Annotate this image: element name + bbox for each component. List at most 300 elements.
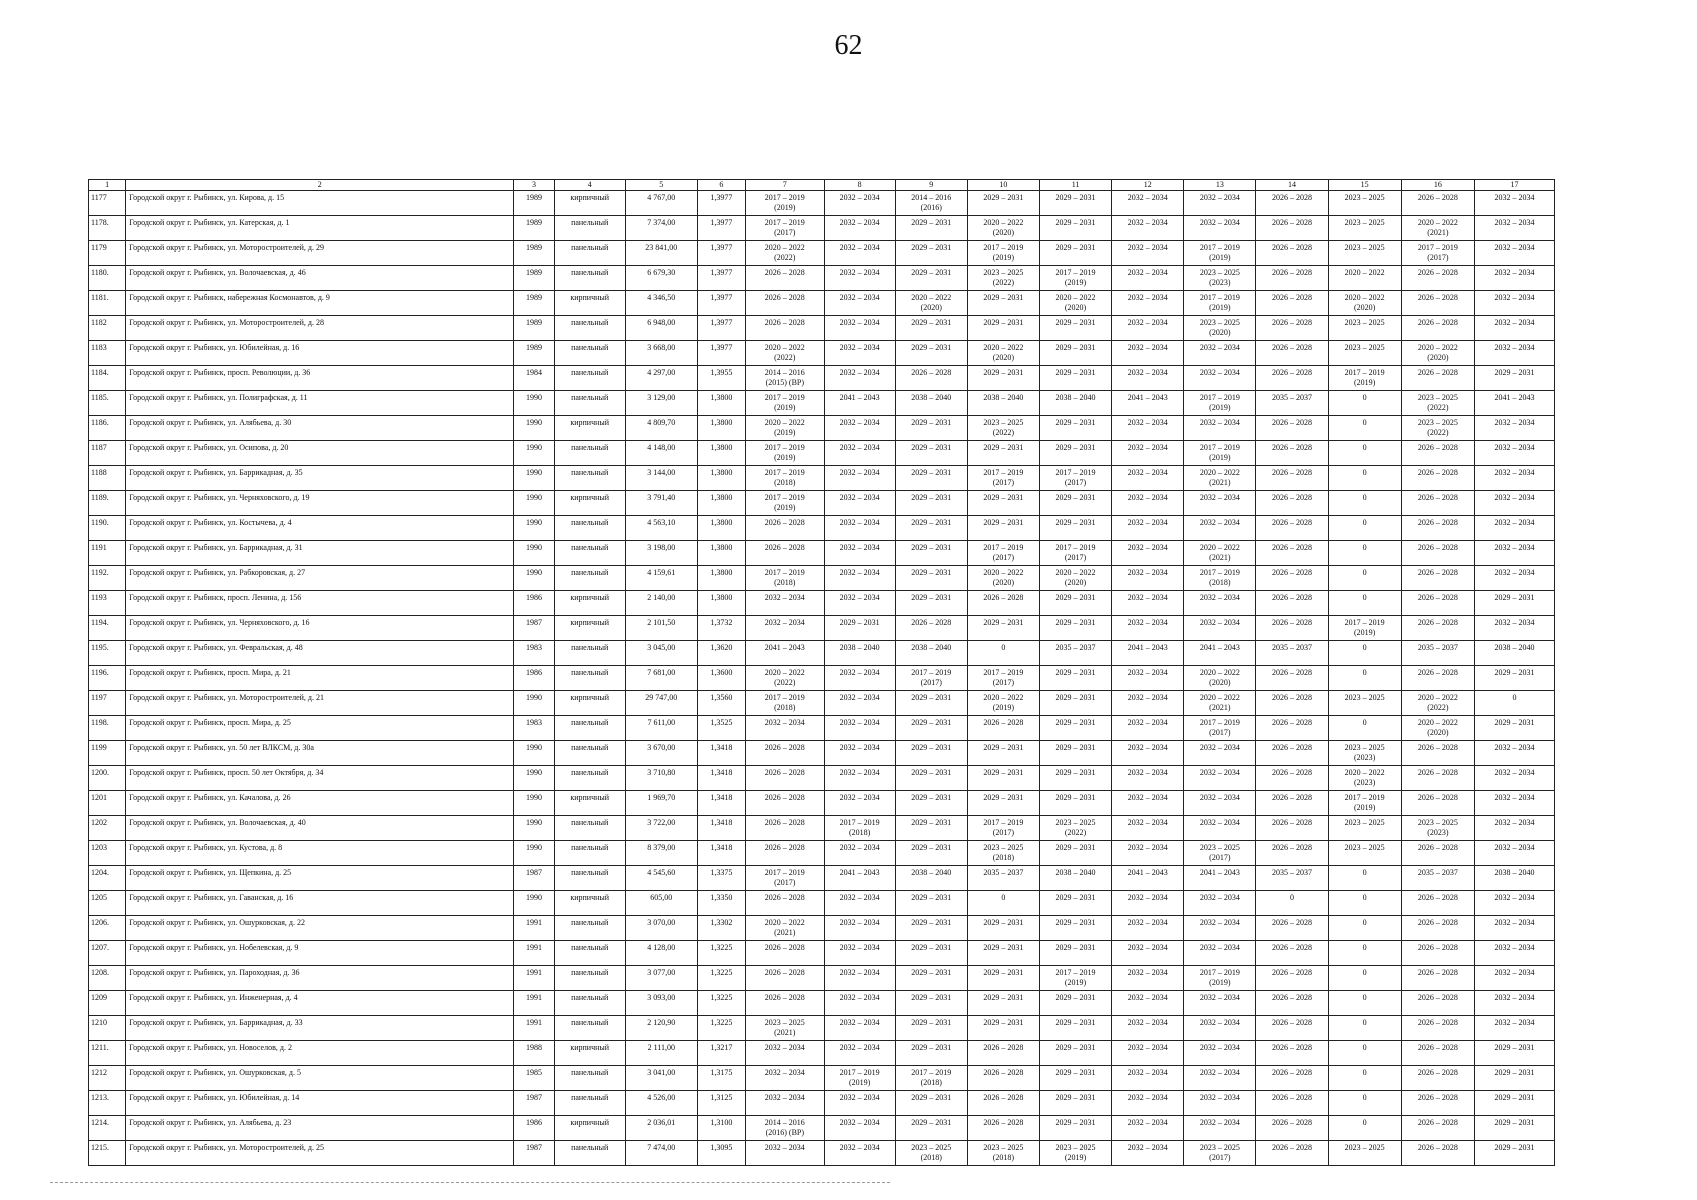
table-cell-col-16: 2026 – 2028 [1401,291,1474,316]
table-cell-col-17: 2029 – 2031 [1475,666,1555,691]
table-cell-col-10: 2029 – 2031 [967,741,1039,766]
table-cell-col-16: 2020 – 2022 (2022) [1401,691,1474,716]
table-cell-col-5: 4 563,10 [625,516,697,541]
table-cell-col-3: 1990 [514,766,554,791]
table-cell-col-9: 2029 – 2031 [895,266,967,291]
table-cell-col-2: Городской округ г. Рыбинск, ул. Волочаевская, д. 40 [126,816,514,841]
table-cell-col-1: 1214. [89,1116,126,1141]
table-cell-col-11: 2029 – 2031 [1039,1066,1111,1091]
table-cell-col-10: 2026 – 2028 [967,1041,1039,1066]
table-cell-col-17: 2032 – 2034 [1475,291,1555,316]
table-cell-col-13: 2032 – 2034 [1184,1091,1256,1116]
table-cell-col-11: 2029 – 2031 [1039,1091,1111,1116]
table-cell-col-10: 2035 – 2037 [967,866,1039,891]
table-cell-col-13: 2020 – 2022 (2021) [1184,691,1256,716]
table-cell-col-15: 0 [1328,416,1401,441]
table-cell-col-15: 2023 – 2025 [1328,241,1401,266]
table-cell-col-12: 2032 – 2034 [1112,516,1184,541]
table-cell-col-11: 2029 – 2031 [1039,441,1111,466]
table-cell-col-10: 2029 – 2031 [967,991,1039,1016]
table-cell-col-3: 1991 [514,1016,554,1041]
table-cell-col-9: 2038 – 2040 [895,391,967,416]
table-cell-col-6: 1,3100 [697,1116,745,1141]
table-cell-col-12: 2032 – 2034 [1112,766,1184,791]
table-cell-col-10: 2029 – 2031 [967,366,1039,391]
table-body [89,191,1555,1166]
table-cell-col-15: 2023 – 2025 [1328,1141,1401,1166]
table-cell-col-4: панельный [554,966,625,991]
table-cell-col-4: панельный [554,916,625,941]
table-cell-col-15: 0 [1328,516,1401,541]
column-header-5: 5 [625,180,697,191]
table-cell-col-2: Городской округ г. Рыбинск, просп. Мира, д. 25 [126,716,514,741]
table-cell-col-8: 2041 – 2043 [824,391,895,416]
table-cell-col-7: 2026 – 2028 [745,266,824,291]
table-cell-col-1: 1187 [89,441,126,466]
table-cell-col-3: 1986 [514,591,554,616]
table-cell-col-17: 2029 – 2031 [1475,366,1555,391]
table-cell-col-16: 2035 – 2037 [1401,866,1474,891]
table-cell-col-9: 2029 – 2031 [895,341,967,366]
table-cell-col-7: 2017 – 2019 (2018) [745,466,824,491]
column-header-15: 15 [1328,180,1401,191]
table-cell-col-16: 2026 – 2028 [1401,766,1474,791]
table-cell-col-7: 2026 – 2028 [745,291,824,316]
table-cell-col-3: 1987 [514,1141,554,1166]
table-cell-col-17: 2029 – 2031 [1475,591,1555,616]
table-cell-col-13: 2023 – 2025 (2017) [1184,1141,1256,1166]
table-cell-col-16: 2026 – 2028 [1401,191,1474,216]
table-cell-col-7: 2026 – 2028 [745,891,824,916]
table-cell-col-15: 0 [1328,491,1401,516]
table-cell-col-1: 1199 [89,741,126,766]
table-cell-col-9: 2014 – 2016 (2016) [895,191,967,216]
table-cell-col-7: 2032 – 2034 [745,1091,824,1116]
table-row [89,666,1555,691]
table-cell-col-16: 2026 – 2028 [1401,316,1474,341]
table-cell-col-14: 2026 – 2028 [1256,766,1328,791]
table-cell-col-1: 1213. [89,1091,126,1116]
table-cell-col-17: 2032 – 2034 [1475,191,1555,216]
table-cell-col-16: 2026 – 2028 [1401,1116,1474,1141]
table-cell-col-13: 2032 – 2034 [1184,366,1256,391]
table-cell-col-1: 1182 [89,316,126,341]
table-cell-col-9: 2029 – 2031 [895,241,967,266]
table-cell-col-12: 2032 – 2034 [1112,1041,1184,1066]
table-cell-col-7: 2017 – 2019 (2019) [745,391,824,416]
table-cell-col-13: 2041 – 2043 [1184,641,1256,666]
table-cell-col-5: 1 969,70 [625,791,697,816]
table-cell-col-13: 2032 – 2034 [1184,416,1256,441]
table-cell-col-10: 2029 – 2031 [967,616,1039,641]
table-cell-col-10: 2029 – 2031 [967,191,1039,216]
table-cell-col-7: 2032 – 2034 [745,1041,824,1066]
column-header-6: 6 [697,180,745,191]
table-cell-col-11: 2023 – 2025 (2022) [1039,816,1111,841]
table-cell-col-15: 0 [1328,666,1401,691]
table-cell-col-9: 2029 – 2031 [895,1116,967,1141]
table-cell-col-16: 2023 – 2025 (2022) [1401,391,1474,416]
table-cell-col-17: 2032 – 2034 [1475,816,1555,841]
table-cell-col-7: 2026 – 2028 [745,966,824,991]
table-cell-col-5: 3 791,40 [625,491,697,516]
table-cell-col-10: 2026 – 2028 [967,1116,1039,1141]
table-cell-col-16: 2026 – 2028 [1401,791,1474,816]
table-cell-col-11: 2029 – 2031 [1039,316,1111,341]
table-cell-col-1: 1202 [89,816,126,841]
table-cell-col-5: 2 036,01 [625,1116,697,1141]
table-cell-col-14: 2026 – 2028 [1256,441,1328,466]
column-header-16: 16 [1401,180,1474,191]
table-cell-col-10: 2026 – 2028 [967,1091,1039,1116]
table-cell-col-1: 1177 [89,191,126,216]
table-cell-col-12: 2032 – 2034 [1112,1116,1184,1141]
table-cell-col-15: 0 [1328,866,1401,891]
table-row [89,716,1555,741]
table-cell-col-13: 2023 – 2025 (2020) [1184,316,1256,341]
table-cell-col-11: 2029 – 2031 [1039,216,1111,241]
table-row [89,941,1555,966]
table-cell-col-10: 2038 – 2040 [967,391,1039,416]
table-cell-col-11: 2017 – 2019 (2017) [1039,541,1111,566]
table-cell-col-9: 2029 – 2031 [895,941,967,966]
table-cell-col-14: 2026 – 2028 [1256,1141,1328,1166]
table-cell-col-12: 2032 – 2034 [1112,716,1184,741]
table-cell-col-6: 1,3560 [697,691,745,716]
table-cell-col-6: 1,3977 [697,216,745,241]
table-cell-col-7: 2026 – 2028 [745,541,824,566]
table-cell-col-11: 2029 – 2031 [1039,716,1111,741]
table-row [89,791,1555,816]
table-cell-col-7: 2026 – 2028 [745,941,824,966]
table-cell-col-9: 2020 – 2022 (2020) [895,291,967,316]
table-cell-col-10: 2017 – 2019 (2019) [967,241,1039,266]
table-cell-col-16: 2020 – 2022 (2021) [1401,216,1474,241]
table-cell-col-9: 2029 – 2031 [895,991,967,1016]
table-cell-col-5: 3 077,00 [625,966,697,991]
table-cell-col-15: 2023 – 2025 [1328,216,1401,241]
table-cell-col-7: 2017 – 2019 (2018) [745,566,824,591]
table-cell-col-5: 3 129,00 [625,391,697,416]
table-cell-col-12: 2032 – 2034 [1112,366,1184,391]
table-cell-col-6: 1,3977 [697,341,745,366]
table-cell-col-11: 2017 – 2019 (2017) [1039,466,1111,491]
table-cell-col-14: 0 [1256,891,1328,916]
table-cell-col-14: 2035 – 2037 [1256,866,1328,891]
table-cell-col-3: 1990 [514,741,554,766]
table-cell-col-7: 2017 – 2019 (2019) [745,491,824,516]
table-cell-col-1: 1203 [89,841,126,866]
table-cell-col-8: 2017 – 2019 (2019) [824,1066,895,1091]
table-cell-col-14: 2026 – 2028 [1256,341,1328,366]
table-cell-col-17: 2032 – 2034 [1475,566,1555,591]
table-cell-col-4: кирпичный [554,691,625,716]
table-cell-col-4: панельный [554,1066,625,1091]
table-cell-col-9: 2017 – 2019 (2017) [895,666,967,691]
table-cell-col-12: 2032 – 2034 [1112,341,1184,366]
table-cell-col-6: 1,3418 [697,816,745,841]
table-cell-col-16: 2026 – 2028 [1401,916,1474,941]
table-cell-col-6: 1,3800 [697,441,745,466]
table-cell-col-6: 1,3977 [697,291,745,316]
table-cell-col-10: 2017 – 2019 (2017) [967,466,1039,491]
table-cell-col-11: 2029 – 2031 [1039,366,1111,391]
table-cell-col-14: 2026 – 2028 [1256,616,1328,641]
table-cell-col-12: 2032 – 2034 [1112,791,1184,816]
table-cell-col-8: 2029 – 2031 [824,616,895,641]
table-cell-col-8: 2032 – 2034 [824,591,895,616]
table-cell-col-3: 1988 [514,1041,554,1066]
table-cell-col-3: 1989 [514,241,554,266]
table-cell-col-6: 1,3620 [697,641,745,666]
table-cell-col-6: 1,3217 [697,1041,745,1066]
table-cell-col-2: Городской округ г. Рыбинск, ул. Катерская, д. 1 [126,216,514,241]
table-cell-col-4: панельный [554,1016,625,1041]
table-cell-col-13: 2041 – 2043 [1184,866,1256,891]
table-cell-col-9: 2029 – 2031 [895,741,967,766]
table-cell-col-10: 2029 – 2031 [967,1016,1039,1041]
table-cell-col-15: 0 [1328,941,1401,966]
table-cell-col-16: 2026 – 2028 [1401,991,1474,1016]
table-cell-col-1: 1190. [89,516,126,541]
table-cell-col-13: 2032 – 2034 [1184,1066,1256,1091]
table-cell-col-9: 2026 – 2028 [895,366,967,391]
table-cell-col-9: 2029 – 2031 [895,566,967,591]
table-cell-col-14: 2035 – 2037 [1256,391,1328,416]
table-cell-col-16: 2035 – 2037 [1401,641,1474,666]
table-cell-col-7: 2032 – 2034 [745,716,824,741]
table-cell-col-16: 2026 – 2028 [1401,366,1474,391]
table-cell-col-12: 2032 – 2034 [1112,566,1184,591]
table-row [89,266,1555,291]
table-cell-col-12: 2032 – 2034 [1112,491,1184,516]
table-cell-col-17: 2029 – 2031 [1475,1066,1555,1091]
table-cell-col-12: 2032 – 2034 [1112,1066,1184,1091]
table-cell-col-4: панельный [554,541,625,566]
table-cell-col-1: 1192. [89,566,126,591]
column-header-7: 7 [745,180,824,191]
table-cell-col-4: панельный [554,1141,625,1166]
table-cell-col-6: 1,3800 [697,566,745,591]
table-cell-col-8: 2032 – 2034 [824,416,895,441]
table-row [89,541,1555,566]
table-cell-col-5: 2 111,00 [625,1041,697,1066]
table-cell-col-15: 2017 – 2019 (2019) [1328,791,1401,816]
table-cell-col-5: 2 120,90 [625,1016,697,1041]
table-cell-col-17: 2032 – 2034 [1475,316,1555,341]
table-cell-col-6: 1,3800 [697,591,745,616]
table-cell-col-15: 0 [1328,391,1401,416]
table-row [89,591,1555,616]
table-cell-col-13: 2032 – 2034 [1184,891,1256,916]
table-cell-col-4: кирпичный [554,891,625,916]
table-cell-col-6: 1,3955 [697,366,745,391]
table-cell-col-11: 2029 – 2031 [1039,591,1111,616]
table-cell-col-16: 2026 – 2028 [1401,591,1474,616]
table-cell-col-12: 2032 – 2034 [1112,266,1184,291]
table-cell-col-3: 1987 [514,866,554,891]
table-cell-col-13: 2032 – 2034 [1184,516,1256,541]
table-cell-col-6: 1,3977 [697,241,745,266]
table-cell-col-11: 2029 – 2031 [1039,791,1111,816]
table-cell-col-2: Городской округ г. Рыбинск, ул. Юбилейная, д. 16 [126,341,514,366]
table-cell-col-14: 2026 – 2028 [1256,591,1328,616]
table-cell-col-1: 1183 [89,341,126,366]
table-cell-col-14: 2026 – 2028 [1256,941,1328,966]
table-cell-col-1: 1200. [89,766,126,791]
table-cell-col-13: 2017 – 2019 (2019) [1184,441,1256,466]
table-row [89,1016,1555,1041]
table-cell-col-16: 2026 – 2028 [1401,966,1474,991]
table-cell-col-8: 2032 – 2034 [824,341,895,366]
table-cell-col-4: панельный [554,516,625,541]
table-cell-col-13: 2032 – 2034 [1184,191,1256,216]
table-cell-col-15: 2023 – 2025 (2023) [1328,741,1401,766]
table-cell-col-11: 2029 – 2031 [1039,666,1111,691]
table-cell-col-15: 0 [1328,891,1401,916]
table-cell-col-3: 1991 [514,966,554,991]
table-row [89,766,1555,791]
table-cell-col-10: 2029 – 2031 [967,441,1039,466]
table-cell-col-7: 2023 – 2025 (2021) [745,1016,824,1041]
table-cell-col-9: 2029 – 2031 [895,516,967,541]
table-cell-col-14: 2026 – 2028 [1256,1066,1328,1091]
table-cell-col-8: 2032 – 2034 [824,316,895,341]
table-row [89,341,1555,366]
column-header-4: 4 [554,180,625,191]
table-cell-col-3: 1986 [514,666,554,691]
table-cell-col-2: Городской округ г. Рыбинск, ул. Алябьева, д. 23 [126,1116,514,1141]
table-cell-col-9: 2029 – 2031 [895,1041,967,1066]
table-cell-col-15: 2023 – 2025 [1328,191,1401,216]
table-cell-col-4: кирпичный [554,591,625,616]
table-cell-col-17: 2032 – 2034 [1475,266,1555,291]
table-cell-col-12: 2041 – 2043 [1112,866,1184,891]
table-cell-col-8: 2032 – 2034 [824,841,895,866]
table-cell-col-17: 2032 – 2034 [1475,441,1555,466]
table-cell-col-14: 2026 – 2028 [1256,666,1328,691]
table-cell-col-16: 2026 – 2028 [1401,491,1474,516]
table-cell-col-8: 2032 – 2034 [824,666,895,691]
table-cell-col-14: 2035 – 2037 [1256,641,1328,666]
table-cell-col-13: 2032 – 2034 [1184,1041,1256,1066]
register-table-container [88,179,1555,1166]
table-cell-col-15: 2017 – 2019 (2019) [1328,366,1401,391]
table-cell-col-4: кирпичный [554,616,625,641]
table-cell-col-3: 1990 [514,441,554,466]
table-cell-col-1: 1206. [89,916,126,941]
table-cell-col-9: 2029 – 2031 [895,416,967,441]
table-cell-col-1: 1204. [89,866,126,891]
table-cell-col-7: 2032 – 2034 [745,616,824,641]
table-cell-col-2: Городской округ г. Рыбинск, ул. Баррикадная, д. 33 [126,1016,514,1041]
table-cell-col-8: 2032 – 2034 [824,266,895,291]
table-cell-col-3: 1990 [514,516,554,541]
table-cell-col-11: 2017 – 2019 (2019) [1039,266,1111,291]
table-cell-col-11: 2029 – 2031 [1039,991,1111,1016]
table-cell-col-5: 8 379,00 [625,841,697,866]
table-cell-col-5: 3 722,00 [625,816,697,841]
table-cell-col-14: 2026 – 2028 [1256,491,1328,516]
table-cell-col-15: 0 [1328,716,1401,741]
table-cell-col-17: 2038 – 2040 [1475,866,1555,891]
table-row [89,741,1555,766]
table-cell-col-7: 2026 – 2028 [745,316,824,341]
table-cell-col-2: Городской округ г. Рыбинск, ул. Февральская, д. 48 [126,641,514,666]
table-cell-col-7: 2026 – 2028 [745,991,824,1016]
table-cell-col-1: 1208. [89,966,126,991]
table-cell-col-11: 2029 – 2031 [1039,941,1111,966]
table-cell-col-3: 1989 [514,266,554,291]
table-cell-col-17: 2032 – 2034 [1475,841,1555,866]
table-cell-col-8: 2032 – 2034 [824,241,895,266]
table-cell-col-5: 3 045,00 [625,641,697,666]
table-cell-col-2: Городской округ г. Рыбинск, ул. Качалова, д. 26 [126,791,514,816]
table-cell-col-16: 2026 – 2028 [1401,891,1474,916]
table-cell-col-2: Городской округ г. Рыбинск, просп. 50 лет Октября, д. 34 [126,766,514,791]
table-cell-col-8: 2032 – 2034 [824,741,895,766]
table-cell-col-16: 2020 – 2022 (2020) [1401,716,1474,741]
table-cell-col-10: 2023 – 2025 (2022) [967,266,1039,291]
table-cell-col-4: панельный [554,841,625,866]
column-header-12: 12 [1112,180,1184,191]
table-cell-col-5: 2 140,00 [625,591,697,616]
table-cell-col-10: 2029 – 2031 [967,316,1039,341]
table-cell-col-4: панельный [554,316,625,341]
table-cell-col-7: 2017 – 2019 (2017) [745,866,824,891]
table-cell-col-9: 2029 – 2031 [895,816,967,841]
table-cell-col-2: Городской округ г. Рыбинск, ул. Юбилейная, д. 14 [126,1091,514,1116]
column-header-11: 11 [1039,180,1111,191]
table-cell-col-13: 2032 – 2034 [1184,991,1256,1016]
table-cell-col-12: 2032 – 2034 [1112,316,1184,341]
table-cell-col-14: 2026 – 2028 [1256,991,1328,1016]
table-cell-col-4: кирпичный [554,291,625,316]
table-cell-col-10: 2029 – 2031 [967,916,1039,941]
table-cell-col-4: кирпичный [554,491,625,516]
table-cell-col-3: 1986 [514,1116,554,1141]
table-cell-col-17: 2032 – 2034 [1475,341,1555,366]
table-cell-col-2: Городской округ г. Рыбинск, ул. 50 лет ВЛКСМ, д. 30а [126,741,514,766]
table-cell-col-2: Городской округ г. Рыбинск, ул. Моторостроителей, д. 29 [126,241,514,266]
table-row [89,216,1555,241]
table-cell-col-7: 2026 – 2028 [745,741,824,766]
table-row [89,1066,1555,1091]
table-cell-col-2: Городской округ г. Рыбинск, ул. Полиграфская, д. 11 [126,391,514,416]
table-cell-col-9: 2029 – 2031 [895,891,967,916]
table-cell-col-12: 2032 – 2034 [1112,816,1184,841]
table-cell-col-4: панельный [554,666,625,691]
table-cell-col-10: 2029 – 2031 [967,766,1039,791]
table-cell-col-6: 1,3225 [697,991,745,1016]
table-cell-col-4: панельный [554,266,625,291]
table-cell-col-8: 2032 – 2034 [824,691,895,716]
table-cell-col-15: 0 [1328,1091,1401,1116]
column-header-9: 9 [895,180,967,191]
table-cell-col-3: 1990 [514,391,554,416]
table-cell-col-15: 0 [1328,991,1401,1016]
table-cell-col-17: 2032 – 2034 [1475,416,1555,441]
table-cell-col-6: 1,3225 [697,966,745,991]
table-cell-col-15: 2023 – 2025 [1328,816,1401,841]
table-cell-col-8: 2032 – 2034 [824,466,895,491]
table-cell-col-15: 2023 – 2025 [1328,316,1401,341]
table-cell-col-11: 2029 – 2031 [1039,891,1111,916]
table-cell-col-9: 2029 – 2031 [895,691,967,716]
table-cell-col-4: панельный [554,566,625,591]
table-cell-col-5: 3 093,00 [625,991,697,1016]
table-cell-col-16: 2026 – 2028 [1401,266,1474,291]
